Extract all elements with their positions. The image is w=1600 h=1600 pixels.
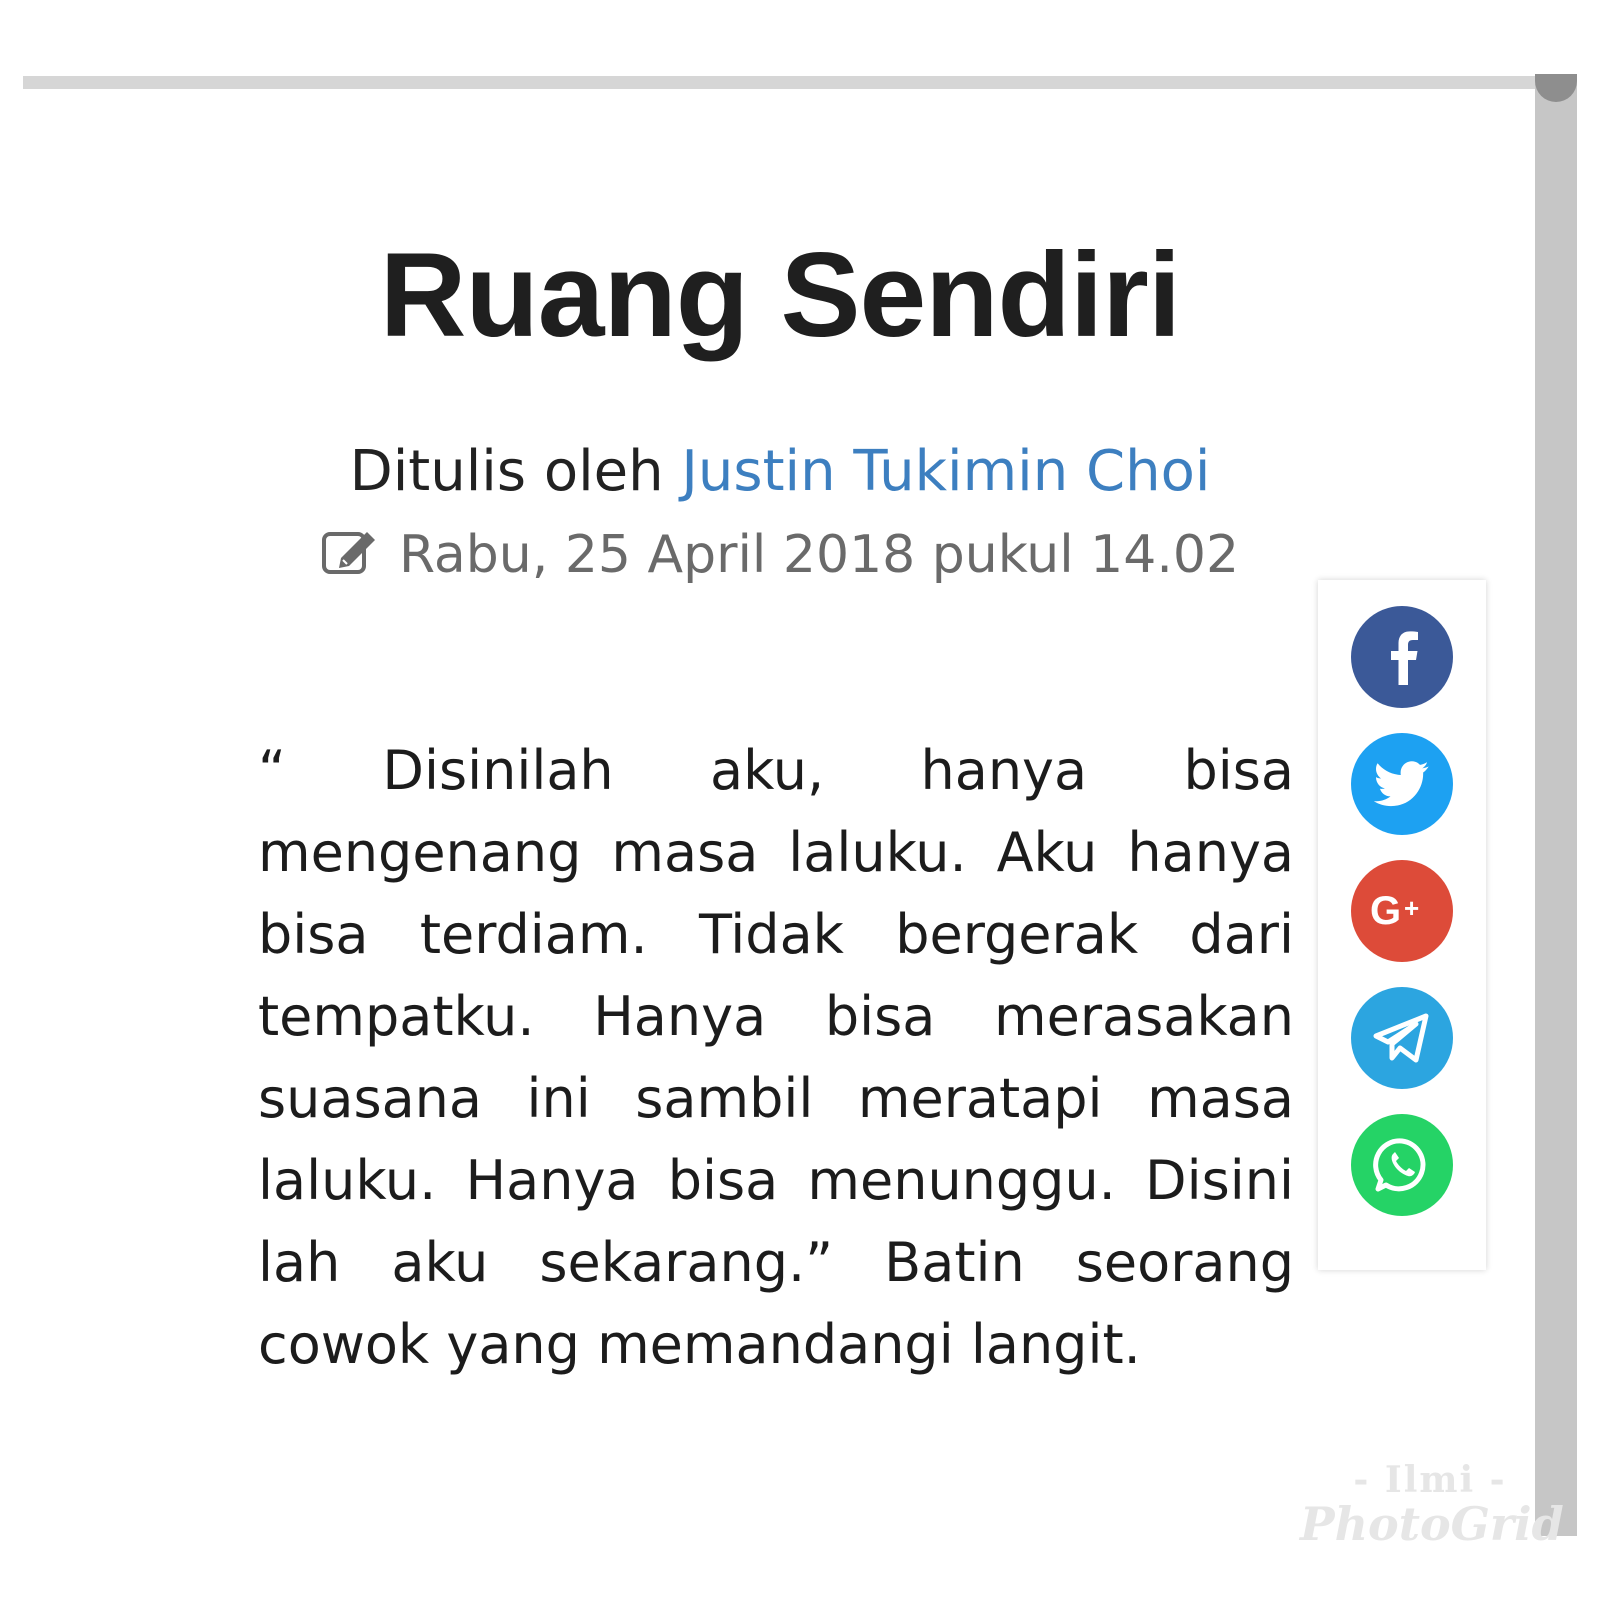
photogrid-watermark bbox=[1300, 1459, 1564, 1551]
telegram-share-button[interactable] bbox=[1351, 987, 1453, 1089]
edit-icon bbox=[321, 528, 379, 576]
google-plus-share-button[interactable] bbox=[1351, 860, 1453, 962]
watermark-brand: PhotoGrid bbox=[1300, 1496, 1564, 1551]
twitter-share-button[interactable] bbox=[1351, 733, 1453, 835]
whatsapp-icon bbox=[1372, 1135, 1432, 1195]
article-title: Ruang Sendiri bbox=[379, 228, 1181, 362]
author-link[interactable]: Justin Tukimin Choi bbox=[681, 439, 1211, 504]
svg-text:+: + bbox=[1404, 893, 1420, 923]
byline bbox=[0, 439, 1560, 504]
top-border bbox=[23, 76, 1535, 89]
svg-text:G: G bbox=[1370, 891, 1402, 931]
twitter-icon bbox=[1374, 761, 1430, 807]
date-text: Rabu, 25 April 2018 pukul 14.02 bbox=[398, 525, 1240, 585]
watermark-name: - Ilmi - bbox=[1353, 1459, 1507, 1501]
google-plus-icon bbox=[1370, 891, 1434, 931]
facebook-icon bbox=[1382, 629, 1422, 685]
whatsapp-share-button[interactable] bbox=[1351, 1114, 1453, 1216]
facebook-share-button[interactable] bbox=[1351, 606, 1453, 708]
telegram-icon bbox=[1372, 1012, 1432, 1064]
share-panel bbox=[1318, 580, 1486, 1270]
byline-prefix: Ditulis oleh bbox=[349, 439, 664, 504]
article-body: “ Disinilah aku, hanya bisa mengenang masa laluku. Aku hanya bisa terdiam. Tidak bergerak dari tempatku. Hanya bisa merasakan suasana ini sambil meratapi masa laluku. Hanya bisa menunggu. Disini lah aku sekarang.” Batin seorang cowok yang memandangi langit. bbox=[258, 739, 1294, 1376]
publish-date bbox=[0, 525, 1560, 585]
